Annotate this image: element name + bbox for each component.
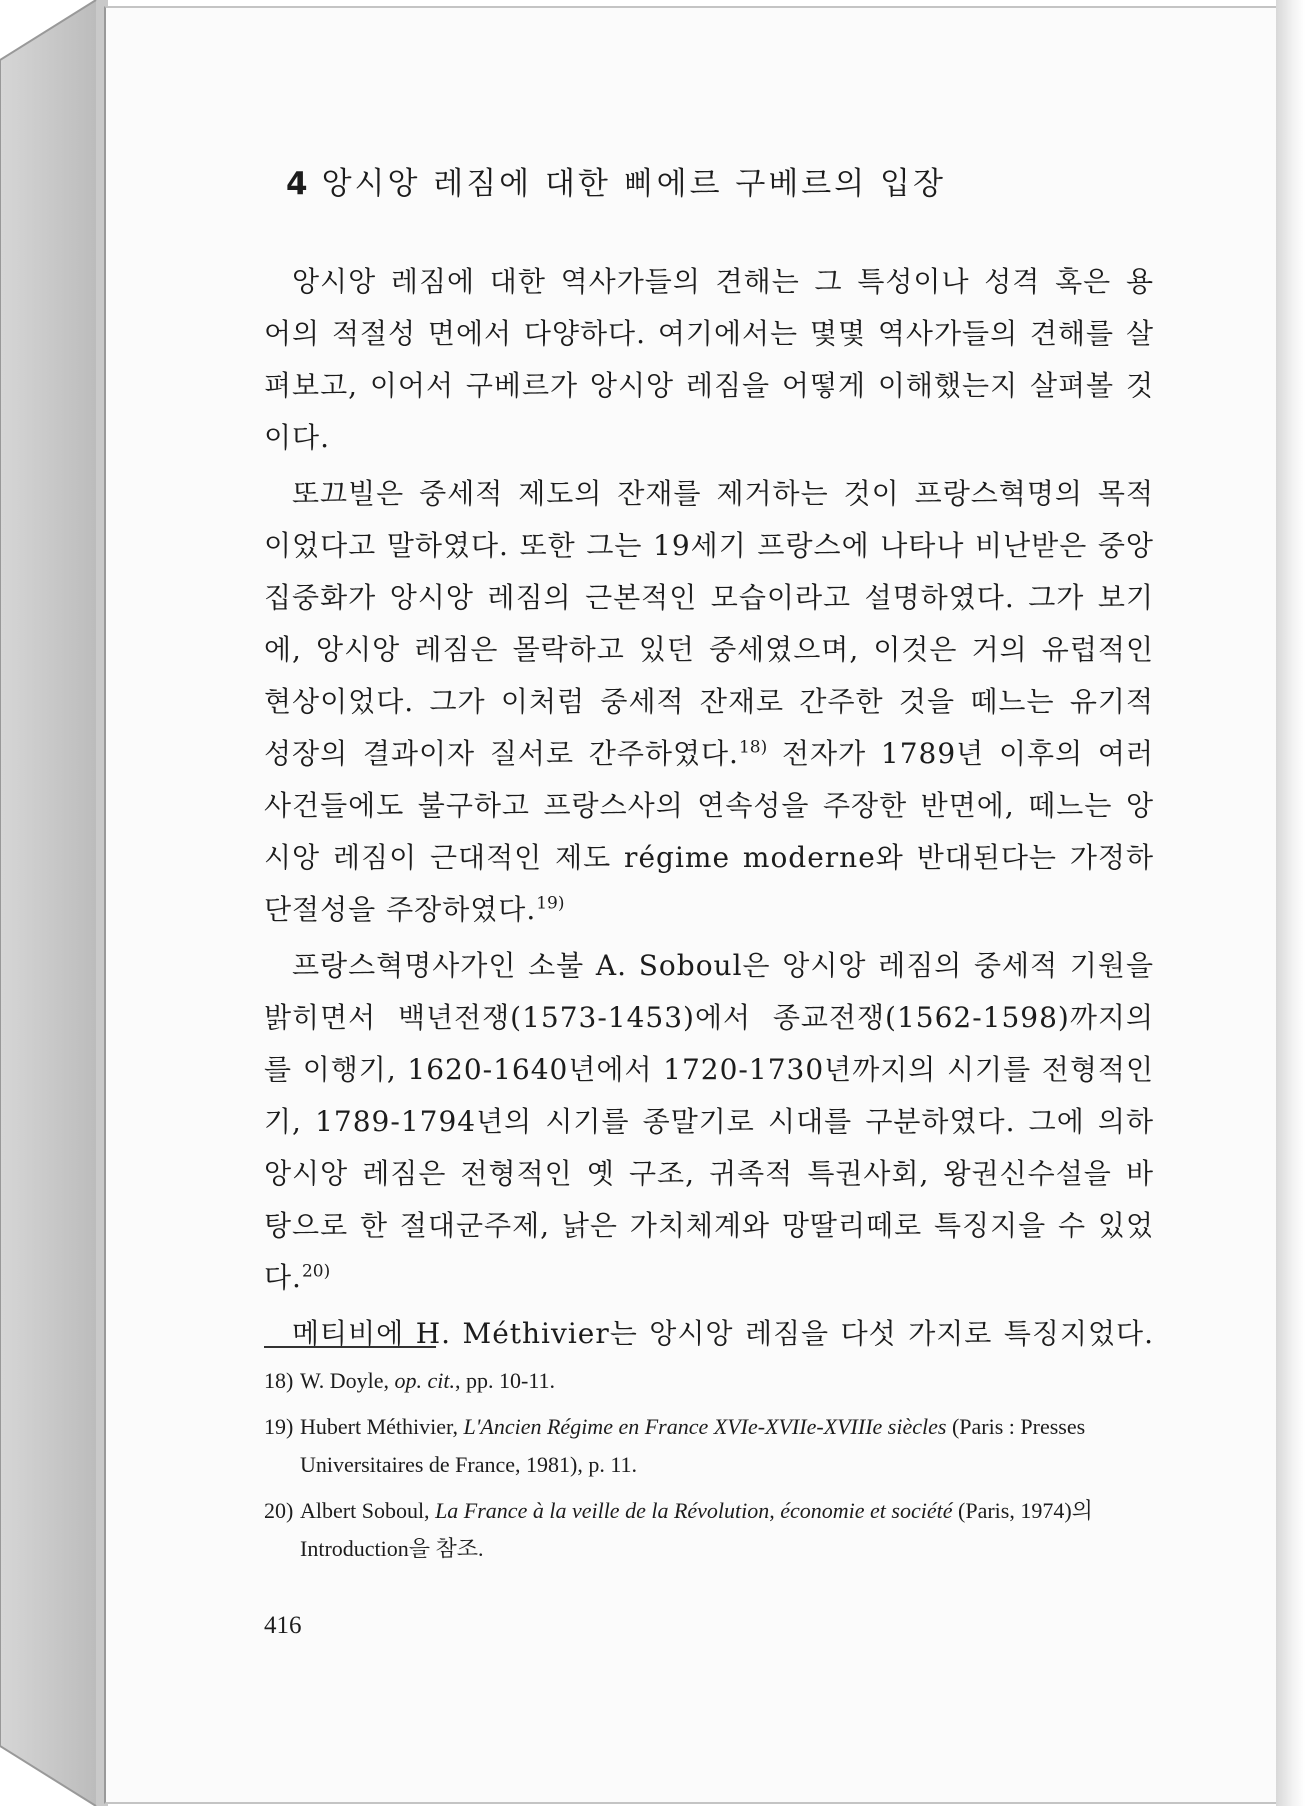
text-line: 현상이었다. 그가 이처럼 중세적 잔재로 간주한 것을 떼느는 유기적	[264, 685, 1154, 718]
book-spine	[0, 0, 108, 1806]
footnote-ref[interactable]: 18)	[738, 737, 768, 758]
text-line: 시앙 레짐이 근대적인 제도 régime moderne와 반대된다는 가정하	[264, 841, 1154, 874]
text-line: 기, 1789-1794년의 시기를 종말기로 시대를 구분하였다. 그에 의하	[264, 1105, 1154, 1138]
footnote: 20) Albert Soboul, La France à la veille de la Révolution, économie et société (Paris, 1974)의 Introduction을 참조.	[264, 1492, 1154, 1568]
paragraph	[264, 1308, 1154, 1360]
footnote-number: 19)	[264, 1414, 294, 1439]
section-title: 앙시앙 레짐에 대한 삐에르 구베르의 입장	[321, 166, 946, 202]
text-line: 앙시앙 레짐은 전형적인 옛 구조, 귀족적 특권사회, 왕권신수설을 바	[264, 1157, 1154, 1190]
section-number: 4	[286, 166, 308, 202]
text-line: 다.$^{20)}$	[264, 1261, 331, 1294]
footnote-title: La France à la veille de la Révolution, économie et société	[435, 1498, 953, 1523]
page-number: 416	[264, 1612, 302, 1639]
text-line: 프랑스혁명사가인 소불 A. Soboul은 앙시앙 레짐의 중세적 기원을	[292, 949, 1154, 982]
paragraph	[264, 256, 1154, 464]
footnotes	[264, 1362, 1154, 1576]
footnote: 18) W. Doyle, op. cit., pp. 10-11.	[264, 1362, 1154, 1400]
text-line: 메티비에 H. Méthivier는 앙시앙 레짐을 다섯 가지로 특징지었다.	[292, 1317, 1154, 1350]
text-line: 단절성을 주장하였다.$^{19)}$	[264, 893, 565, 926]
footnote-rule	[264, 1346, 436, 1348]
footnote-number: 18)	[264, 1368, 294, 1393]
section-heading	[286, 158, 946, 203]
text-line: 펴보고, 이어서 구베르가 앙시앙 레짐을 어떻게 이해했는지 살펴볼 것	[264, 369, 1154, 402]
footnote: 19) Hubert Méthivier, L'Ancien Régime en France XVIe-XVIIe-XVIIIe siècles (Paris : Presses Universitaires de France, 1981), p. 11.	[264, 1408, 1154, 1484]
footnote-title: op. cit.	[394, 1368, 456, 1393]
footnote-number: 20)	[264, 1498, 294, 1523]
text-line: 에, 앙시앙 레짐은 몰락하고 있던 중세였으며, 이것은 거의 유럽적인	[264, 633, 1154, 666]
footnote-ref[interactable]: 20)	[301, 1261, 331, 1282]
text-line: 탕으로 한 절대군주제, 낡은 가치체계와 망딸리떼로 특징지을 수 있었	[264, 1209, 1154, 1242]
footnote-title: L'Ancien Régime en France XVIe-XVIIe-XVIIIe siècles	[463, 1414, 947, 1439]
text-line: 밝히면서 백년전쟁(1573-1453)에서 종교전쟁(1562-1598)까지의	[264, 1001, 1154, 1034]
text-line: 집중화가 앙시앙 레짐의 근본적인 모습이라고 설명하였다. 그가 보기	[264, 581, 1154, 614]
paragraph	[264, 940, 1154, 1304]
text-line: 앙시앙 레짐에 대한 역사가들의 견해는 그 특성이나 성격 혹은 용	[292, 265, 1154, 298]
text-line: 를 이행기, 1620-1640년에서 1720-1730년까지의 시기를 전형적인	[264, 1053, 1154, 1086]
text-line: 어의 적절성 면에서 다양하다. 여기에서는 몇몇 역사가들의 견해를 살	[264, 317, 1154, 350]
text-line: 사건들에도 불구하고 프랑스사의 연속성을 주장한 반면에, 떼느는 앙	[264, 789, 1154, 822]
text-line: 성장의 결과이자 질서로 간주하였다.$^{18)}$ 전자가 1789년 이후의 여러	[264, 737, 1154, 770]
footnote-ref[interactable]: 19)	[536, 893, 565, 914]
text-line: 또끄빌은 중세적 제도의 잔재를 제거하는 것이 프랑스혁명의 목적	[292, 477, 1154, 510]
paragraph	[264, 468, 1154, 936]
text-line: 이었다고 말하였다. 또한 그는 19세기 프랑스에 나타나 비난받은 중앙	[264, 529, 1154, 562]
text-line: 이다.	[264, 421, 330, 454]
body-text	[264, 256, 1154, 1360]
page-edge-shadow	[1276, 0, 1305, 1806]
